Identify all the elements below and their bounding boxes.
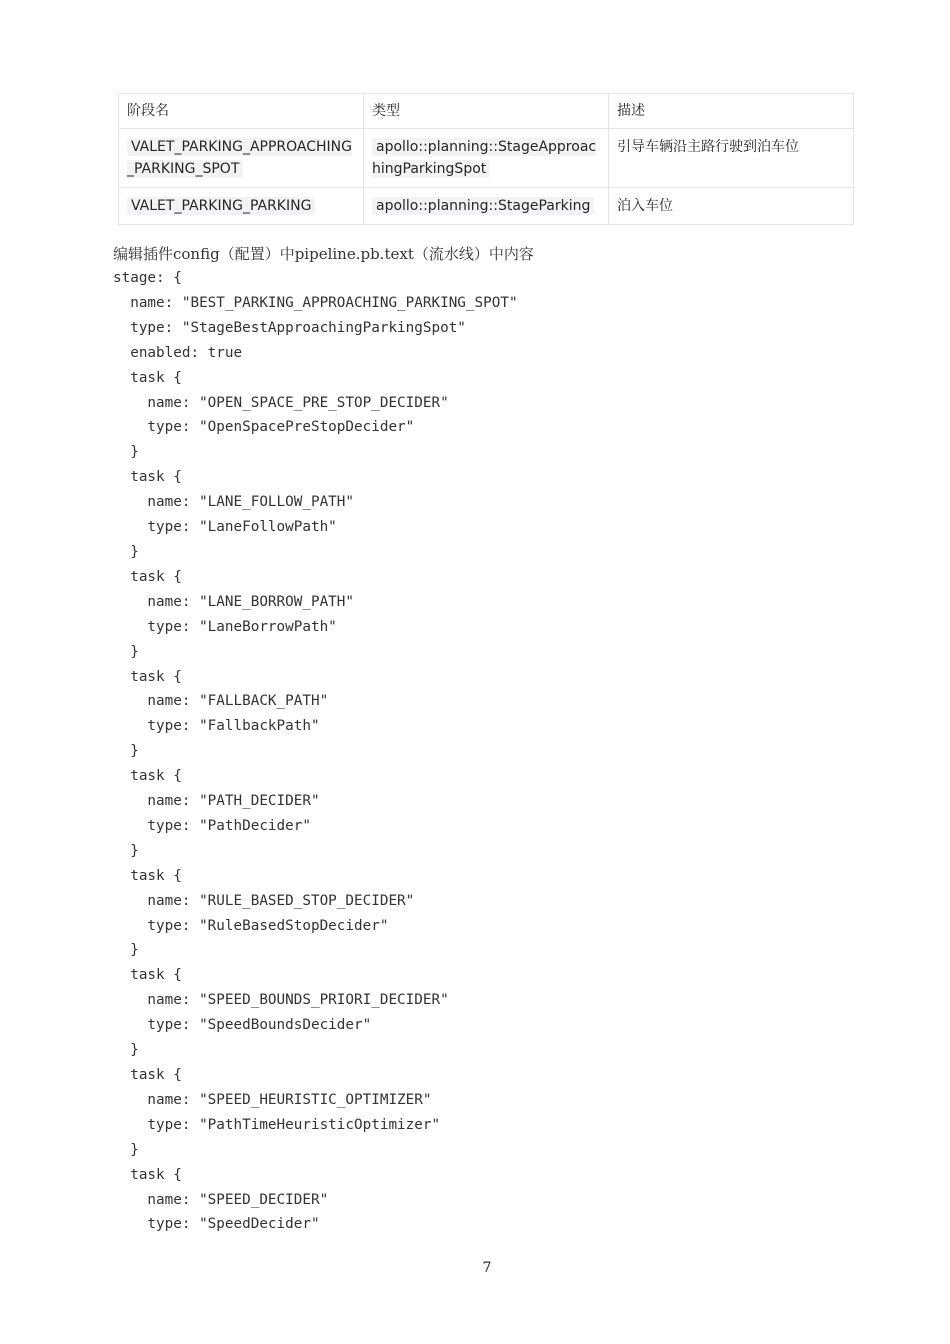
- code-line: task {: [113, 668, 182, 685]
- stage-table: [118, 93, 854, 225]
- code-line: type: "StageBestApproachingParkingSpot": [113, 319, 466, 336]
- pipeline-config-code: [113, 266, 518, 1237]
- code-line: task {: [113, 768, 182, 785]
- code-line: task {: [113, 369, 182, 386]
- stage-type-cell: [364, 188, 609, 225]
- code-line: }: [113, 942, 139, 959]
- table-row: [119, 188, 854, 225]
- code-line: type: "PathTimeHeuristicOptimizer": [113, 1116, 441, 1133]
- code-line: task {: [113, 1166, 182, 1183]
- code-line: type: "LaneBorrowPath": [113, 618, 337, 635]
- header-description: 描述: [609, 94, 854, 129]
- code-line: name: "RULE_BASED_STOP_DECIDER": [113, 892, 415, 909]
- code-line: task {: [113, 867, 182, 884]
- stage-name-cell: [119, 129, 364, 188]
- code-line: type: "SpeedBoundsDecider": [113, 1017, 372, 1034]
- code-line: name: "OPEN_SPACE_PRE_STOP_DECIDER": [113, 394, 449, 411]
- code-line: task {: [113, 967, 182, 984]
- code-line: name: "SPEED_BOUNDS_PRIORI_DECIDER": [113, 992, 449, 1009]
- code-line: enabled: true: [113, 344, 243, 361]
- stage-description: 泊入车位: [609, 188, 854, 225]
- code-line: type: "SpeedDecider": [113, 1216, 320, 1233]
- code-line: name: "SPEED_DECIDER": [113, 1191, 329, 1208]
- code-line: type: "LaneFollowPath": [113, 519, 337, 536]
- code-line: stage: {: [113, 270, 182, 286]
- code-line: }: [113, 1042, 139, 1059]
- header-stage-name: 阶段名: [119, 94, 364, 129]
- stage-description: 引导车辆沿主路行驶到泊车位: [609, 129, 854, 188]
- code-line: type: "RuleBasedStopDecider": [113, 917, 389, 934]
- table-row: [119, 129, 854, 188]
- code-line: task {: [113, 568, 182, 585]
- page-number: 7: [482, 1260, 492, 1276]
- code-line: type: "OpenSpacePreStopDecider": [113, 419, 415, 436]
- stage-type-code: apollo::planning::StageApproachingParkingSpot: [372, 139, 597, 177]
- code-line: type: "PathDecider": [113, 817, 311, 834]
- code-line: task {: [113, 469, 182, 486]
- code-line: name: "PATH_DECIDER": [113, 793, 320, 810]
- code-line: }: [113, 1141, 139, 1158]
- code-line: type: "FallbackPath": [113, 718, 320, 735]
- header-type: 类型: [364, 94, 609, 129]
- code-line: }: [113, 743, 139, 760]
- table-header-row: [119, 94, 854, 129]
- code-line: name: "SPEED_HEURISTIC_OPTIMIZER": [113, 1091, 432, 1108]
- code-line: name: "LANE_BORROW_PATH": [113, 593, 355, 610]
- stage-name-cell: [119, 188, 364, 225]
- code-line: }: [113, 842, 139, 859]
- code-line: name: "BEST_PARKING_APPROACHING_PARKING_SPOT": [113, 294, 518, 311]
- stage-name-code: VALET_PARKING_PARKING: [127, 197, 315, 215]
- code-line: task {: [113, 1067, 182, 1083]
- stage-name-code: VALET_PARKING_APPROACHING_PARKING_SPOT: [127, 139, 352, 177]
- code-line: name: "FALLBACK_PATH": [113, 693, 329, 710]
- intro-text: 编辑插件config（配置）中pipeline.pb.text（流水线）中内容: [113, 245, 534, 263]
- stage-type-cell: [364, 129, 609, 188]
- code-line: }: [113, 543, 139, 560]
- code-line: }: [113, 643, 139, 660]
- code-line: }: [113, 444, 139, 461]
- stage-type-code: apollo::planning::StageParking: [372, 197, 594, 215]
- code-line: name: "LANE_FOLLOW_PATH": [113, 494, 355, 511]
